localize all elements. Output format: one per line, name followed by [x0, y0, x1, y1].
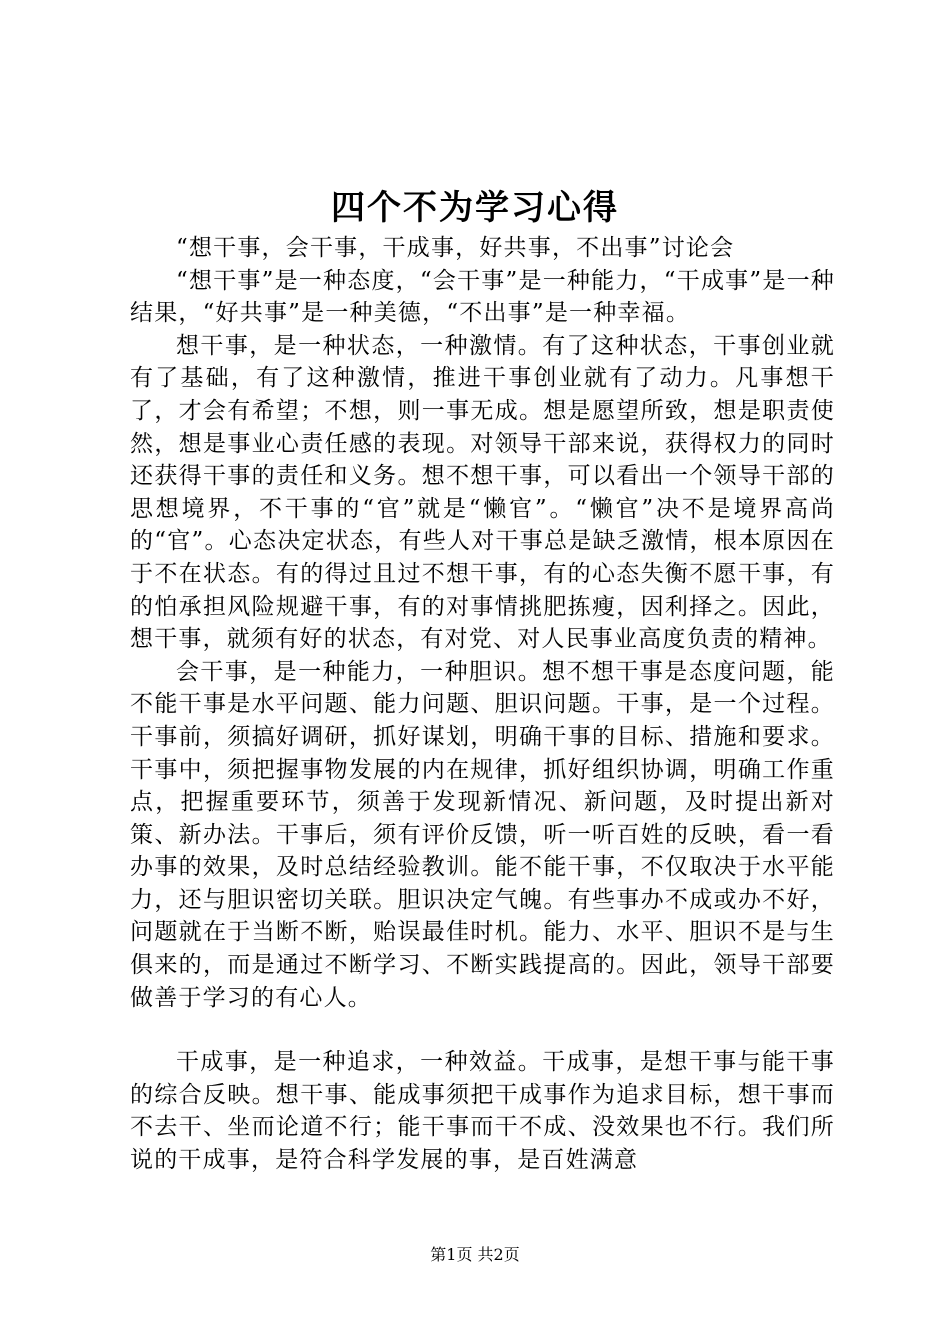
paragraph-intro: “想干事”是一种态度，“会干事”是一种能力，“干成事”是一种结果，“好共事”是一种美德，“不出事”是一种幸福。 — [130, 267, 835, 327]
document-title: 四个不为学习心得 — [331, 188, 619, 228]
paragraph-able-to-work: 会干事，是一种能力，一种胆识。想不想干事是态度问题，能不能干事是水平问题、能力问题、胆识问题。干事，是一个过程。干事前，须搞好调研，抓好谋划，明确干事的目标、措施和要求。干事中，须把握事物发展的内在规律，抓好组织协调，明确工作重点，把握重要环节，须善于发现新情况、新问题，及时提出新对策、新办法。干事后，须有评价反馈，听一听百姓的反映，看一看办事的效果，及时总结经验教训。能不能干事，不仅取决于水平能力，还与胆识密切关联。胆识决定气魄。有些事办不成或办不好，问题就在于当断不断，贻误最佳时机。能力、水平、胆识不是与生俱来的，而是通过不断学习、不断实践提高的。因此，领导干部要做善于学习的有心人。 — [130, 658, 835, 1011]
page-footer — [0, 1244, 950, 1266]
paragraph-subtitle: “想干事，会干事，干成事，好共事，不出事”讨论会 — [176, 235, 735, 261]
paragraph-want-to-work: 想干事，是一种状态，一种激情。有了这种状态，干事创业就有了基础，有了这种激情，推进干事创业就有了动力。凡事想干了，才会有希望；不想，则一事无成。想是愿望所致，想是职责使然，想是事业心责任感的表现。对领导干部来说，获得权力的同时还获得干事的责任和义务。想不想干事，可以看出一个领导干部的思想境界，不干事的“官”就是“懒官”。“懒官”决不是境界高尚的“官”。心态决定状态，有些人对干事总是缺乏激情，根本原因在于不在状态。有的得过且过不想干事，有的心态失衡不愿干事，有的怕承担风险规避干事，有的对事情挑肥拣瘦，因利择之。因此，想干事，就须有好的状态，有对党、对人民事业高度负责的精神。 — [130, 332, 835, 653]
page-number: 第1页 — [430, 1245, 473, 1264]
total-pages: 共2页 — [477, 1245, 520, 1264]
paragraph-get-things-done: 干成事，是一种追求，一种效益。干成事，是想干事与能干事的综合反映。想干事、能成事须把干成事作为追求目标，想干事而不去干、坐而论道不行；能干事而干不成、没效果也不行。我们所说的干成事，是符合科学发展的事，是百姓满意 — [130, 1049, 835, 1174]
document-body — [130, 232, 835, 1177]
